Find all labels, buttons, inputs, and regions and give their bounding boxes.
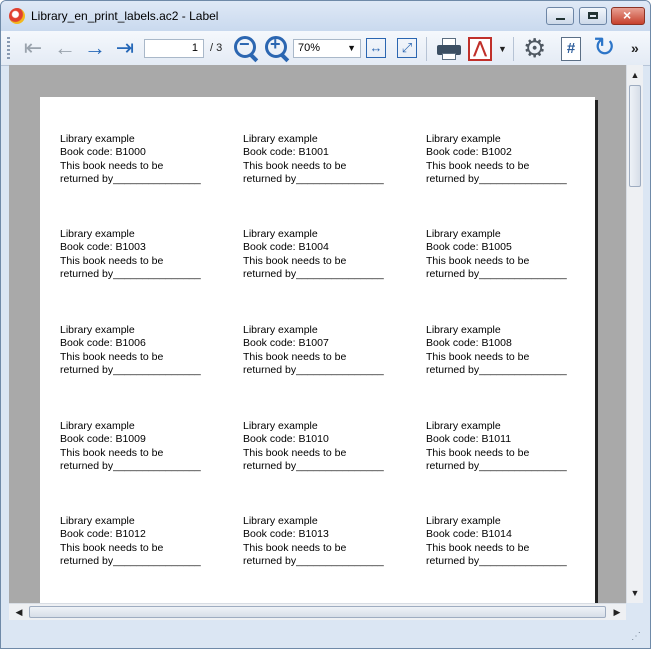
book-label-line3: This book needs to be [426,254,530,267]
first-page-icon[interactable]: ⇤ [23,35,43,60]
book-label-line4: returned by_______________ [243,173,384,186]
zoom-in-handle [281,54,289,62]
book-label-line3: This book needs to be [243,159,347,172]
book-label-line3: This book needs to be [426,159,530,172]
app-logo-icon [9,8,25,24]
page-number-input[interactable]: 1 [144,39,204,58]
book-label-line4: returned by_______________ [426,555,567,568]
book-label-line1: Library example [426,133,501,145]
book-label-line3: This book needs to be [426,446,530,459]
book-label-line4: returned by_______________ [60,460,201,473]
scroll-left-icon[interactable]: ◀ [15,607,23,617]
book-label-line2: Book code: B1001 [243,146,329,159]
toolbar-grip[interactable] [7,37,10,59]
book-label [60,324,230,378]
book-label-line2: Book code: B1004 [243,241,329,254]
book-label-line1: Library example [243,420,318,432]
book-label-line1: Library example [426,228,501,240]
book-label-line1: Library example [243,228,318,240]
book-label-line2: Book code: B1002 [426,146,512,159]
chevron-down-icon: ▼ [347,43,356,53]
book-label-line2: Book code: B1006 [60,337,146,350]
book-label-line3: This book needs to be [60,350,164,363]
previous-page-icon[interactable]: ← [54,35,76,60]
minimize-button[interactable] [546,7,574,25]
book-label-line1: Library example [426,515,501,527]
vertical-scrollbar[interactable] [626,65,643,603]
scroll-down-icon[interactable]: ▼ [630,588,640,598]
book-label-line1: Library example [243,515,318,527]
book-label-line4: returned by_______________ [243,555,384,568]
book-label-line2: Book code: B1008 [426,337,512,350]
book-label-line2: Book code: B1014 [426,528,512,541]
book-label-line2: Book code: B1011 [426,433,512,446]
book-label [426,324,596,378]
book-label-line1: Library example [243,324,318,336]
book-label [426,420,596,474]
book-label-line3: This book needs to be [60,541,164,554]
resize-grip-icon[interactable]: ⋰ [631,631,641,642]
refresh-icon[interactable]: ↻ [593,32,616,62]
book-label [243,324,413,378]
book-label-line3: This book needs to be [426,541,530,554]
book-label [426,515,596,569]
book-label-line3: This book needs to be [426,350,530,363]
maximize-button[interactable] [579,7,607,25]
book-label-line3: This book needs to be [243,254,347,267]
status-bar [1,620,650,648]
book-label [60,515,230,569]
print-icon[interactable] [435,37,463,61]
zoom-level-value: 70% [298,42,321,54]
book-label-line2: Book code: B1013 [243,528,329,541]
book-label-line3: This book needs to be [60,446,164,459]
page-number-icon[interactable]: # [561,37,581,61]
scroll-up-icon[interactable]: ▲ [630,70,640,80]
book-label-line3: This book needs to be [243,446,347,459]
book-label [60,228,230,282]
book-label-line4: returned by_______________ [60,268,201,281]
book-label [426,133,596,187]
horizontal-scrollbar[interactable] [9,603,626,620]
book-label [243,133,413,187]
book-label [243,515,413,569]
scroll-right-icon[interactable]: ▶ [613,607,621,617]
book-label-line4: returned by_______________ [243,364,384,377]
next-page-icon[interactable]: → [84,35,106,60]
book-label-line1: Library example [60,228,135,240]
book-label [426,228,596,282]
book-label-line2: Book code: B1005 [426,241,512,254]
book-label-line2: Book code: B1010 [243,433,329,446]
book-label-line3: This book needs to be [60,254,164,267]
book-label-line4: returned by_______________ [243,460,384,473]
zoom-in-icon[interactable]: + [265,36,287,58]
book-label-line2: Book code: B1003 [60,241,146,254]
book-label-line1: Library example [60,324,135,336]
book-label-line1: Library example [426,420,501,432]
settings-icon[interactable]: ⚙ [523,33,547,63]
book-label-line1: Library example [426,324,501,336]
book-label-line3: This book needs to be [60,159,164,172]
book-label-line3: This book needs to be [243,541,347,554]
book-label-line2: Book code: B1012 [60,528,146,541]
book-label-line1: Library example [60,515,135,527]
toolbar-separator [513,37,514,61]
book-label-line4: returned by_______________ [60,364,201,377]
book-label-line4: returned by_______________ [426,364,567,377]
pdf-dropdown-icon[interactable]: ▼ [498,44,507,54]
zoom-level-select[interactable] [293,39,361,58]
close-icon: × [623,7,632,23]
book-label [60,420,230,474]
toolbar-separator [426,37,427,61]
book-label-line4: returned by_______________ [426,268,567,281]
book-label-line1: Library example [60,133,135,145]
more-icon[interactable]: » [631,40,639,56]
book-label-line4: returned by_______________ [60,173,201,186]
book-label [243,420,413,474]
maximize-icon [588,12,598,19]
book-label [243,228,413,282]
horizontal-scroll-thumb[interactable] [29,606,606,618]
book-label-line4: returned by_______________ [60,555,201,568]
zoom-out-handle [250,54,258,62]
book-label-line1: Library example [60,420,135,432]
fit-width-icon[interactable]: ↔ [366,38,386,58]
book-label-line4: returned by_______________ [426,460,567,473]
preview-area[interactable] [9,65,626,603]
pdf-icon[interactable]: ⋀ [468,37,492,61]
book-label-line2: Book code: B1000 [60,146,146,159]
zoom-out-icon[interactable]: − [234,36,256,58]
print-output-shape [442,53,456,60]
fit-page-icon[interactable]: ⤢ [397,38,417,58]
last-page-icon[interactable]: ⇥ [115,35,135,60]
book-label-line2: Book code: B1007 [243,337,329,350]
book-label-line3: This book needs to be [243,350,347,363]
book-label-line2: Book code: B1009 [60,433,146,446]
close-button[interactable] [611,7,645,25]
book-label [60,133,230,187]
book-label-line4: returned by_______________ [243,268,384,281]
book-label-line1: Library example [243,133,318,145]
toolbar [1,31,650,66]
book-label-line4: returned by_______________ [426,173,567,186]
vertical-scroll-thumb[interactable] [629,85,641,187]
page-total-label: / 3 [210,42,223,54]
label-page [40,97,595,603]
window-title: Library_en_print_labels.ac2 - Label [31,9,219,23]
minimize-icon [556,18,565,20]
title-bar[interactable] [1,1,650,31]
